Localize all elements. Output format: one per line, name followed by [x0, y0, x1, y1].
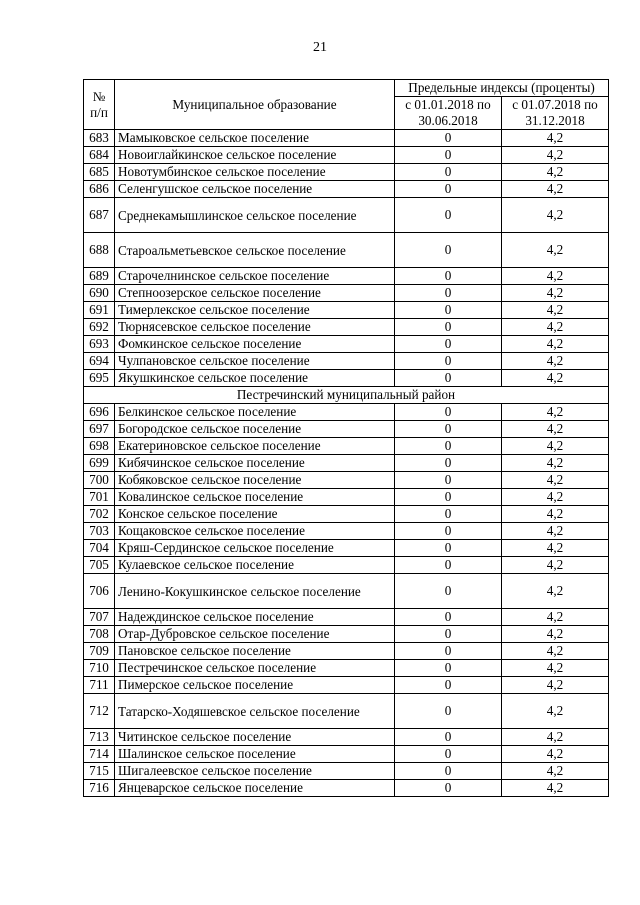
index-period-2: 4,2	[502, 319, 609, 336]
index-period-1: 0	[395, 609, 502, 626]
index-period-2: 4,2	[502, 404, 609, 421]
table-header-row	[84, 80, 609, 97]
row-number: 687	[84, 198, 115, 233]
row-number: 704	[84, 540, 115, 557]
table-row	[84, 523, 609, 540]
table-row	[84, 319, 609, 336]
table-body	[84, 130, 609, 797]
index-period-1: 0	[395, 404, 502, 421]
municipality-name: Шалинское сельское поселение	[115, 746, 395, 763]
index-period-1: 0	[395, 694, 502, 729]
municipality-name: Кибячинское сельское поселение	[115, 455, 395, 472]
municipality-name: Кулаевское сельское поселение	[115, 557, 395, 574]
municipality-name: Чулпановское сельское поселение	[115, 353, 395, 370]
row-number: 690	[84, 285, 115, 302]
table-row	[84, 694, 609, 729]
row-number: 689	[84, 268, 115, 285]
table-row	[84, 370, 609, 387]
table-row	[84, 574, 609, 609]
index-period-2: 4,2	[502, 268, 609, 285]
index-period-1: 0	[395, 763, 502, 780]
index-period-2: 4,2	[502, 523, 609, 540]
index-period-2: 4,2	[502, 285, 609, 302]
index-period-1: 0	[395, 319, 502, 336]
index-period-2: 4,2	[502, 729, 609, 746]
index-period-1: 0	[395, 626, 502, 643]
limit-indices-table	[83, 79, 609, 797]
row-number: 691	[84, 302, 115, 319]
header-period-2: с 01.07.2018 по 31.12.2018	[502, 97, 609, 130]
municipality-name: Селенгушское сельское поселение	[115, 181, 395, 198]
header-limit-indices: Предельные индексы (проценты)	[395, 80, 609, 97]
table-row	[84, 198, 609, 233]
municipality-name: Тимерлекское сельское поселение	[115, 302, 395, 319]
municipality-name: Фомкинское сельское поселение	[115, 336, 395, 353]
table-row	[84, 746, 609, 763]
municipality-name: Кобяковское сельское поселение	[115, 472, 395, 489]
table-row	[84, 336, 609, 353]
index-period-2: 4,2	[502, 780, 609, 797]
index-period-2: 4,2	[502, 763, 609, 780]
table-row	[84, 729, 609, 746]
index-period-2: 4,2	[502, 489, 609, 506]
municipality-name: Староальметьевское сельское поселение	[115, 233, 395, 268]
row-number: 702	[84, 506, 115, 523]
row-number: 694	[84, 353, 115, 370]
index-period-1: 0	[395, 677, 502, 694]
table-row	[84, 626, 609, 643]
index-period-2: 4,2	[502, 336, 609, 353]
row-number: 714	[84, 746, 115, 763]
table-row	[84, 489, 609, 506]
index-period-1: 0	[395, 643, 502, 660]
table-row	[84, 660, 609, 677]
index-period-2: 4,2	[502, 626, 609, 643]
table-row	[84, 147, 609, 164]
table-row	[84, 438, 609, 455]
index-period-2: 4,2	[502, 353, 609, 370]
index-period-1: 0	[395, 540, 502, 557]
index-period-2: 4,2	[502, 609, 609, 626]
municipality-name: Пановское сельское поселение	[115, 643, 395, 660]
row-number: 712	[84, 694, 115, 729]
index-period-2: 4,2	[502, 181, 609, 198]
municipality-name: Янцеварское сельское поселение	[115, 780, 395, 797]
row-number: 683	[84, 130, 115, 147]
municipality-name: Новотумбинское сельское поселение	[115, 164, 395, 181]
row-number: 695	[84, 370, 115, 387]
municipality-name: Читинское сельское поселение	[115, 729, 395, 746]
table-row	[84, 643, 609, 660]
table-row	[84, 421, 609, 438]
row-number: 699	[84, 455, 115, 472]
municipality-name: Степноозерское сельское поселение	[115, 285, 395, 302]
row-number: 703	[84, 523, 115, 540]
section-title: Пестречинский муниципальный район	[84, 387, 609, 404]
header-municipality: Муниципальное образование	[115, 80, 395, 130]
row-number: 693	[84, 336, 115, 353]
index-period-1: 0	[395, 370, 502, 387]
row-number: 684	[84, 147, 115, 164]
municipality-name: Ковалинское сельское поселение	[115, 489, 395, 506]
table-row	[84, 181, 609, 198]
row-number: 711	[84, 677, 115, 694]
index-period-1: 0	[395, 729, 502, 746]
index-period-1: 0	[395, 268, 502, 285]
row-number: 700	[84, 472, 115, 489]
row-number: 697	[84, 421, 115, 438]
index-period-2: 4,2	[502, 164, 609, 181]
row-number: 709	[84, 643, 115, 660]
municipality-name: Мамыковское сельское поселение	[115, 130, 395, 147]
index-period-2: 4,2	[502, 130, 609, 147]
row-number: 692	[84, 319, 115, 336]
index-period-1: 0	[395, 353, 502, 370]
index-period-2: 4,2	[502, 455, 609, 472]
table-row	[84, 285, 609, 302]
row-number: 686	[84, 181, 115, 198]
row-number: 716	[84, 780, 115, 797]
table-row	[84, 233, 609, 268]
municipality-name: Пимерское сельское поселение	[115, 677, 395, 694]
header-num: № п/п	[84, 80, 115, 130]
index-period-1: 0	[395, 523, 502, 540]
municipality-name: Кряш-Сердинское сельское поселение	[115, 540, 395, 557]
municipality-name: Екатериновское сельское поселение	[115, 438, 395, 455]
table-row	[84, 677, 609, 694]
index-period-1: 0	[395, 421, 502, 438]
index-period-1: 0	[395, 181, 502, 198]
municipality-name: Кощаковское сельское поселение	[115, 523, 395, 540]
row-number: 688	[84, 233, 115, 268]
table-row	[84, 302, 609, 319]
index-period-2: 4,2	[502, 506, 609, 523]
municipality-name: Якушкинское сельское поселение	[115, 370, 395, 387]
row-number: 696	[84, 404, 115, 421]
row-number: 715	[84, 763, 115, 780]
page-number: 21	[313, 40, 327, 55]
table-row	[84, 540, 609, 557]
municipality-name: Отар-Дубровское сельское поселение	[115, 626, 395, 643]
index-period-2: 4,2	[502, 198, 609, 233]
table-row	[84, 763, 609, 780]
row-number: 708	[84, 626, 115, 643]
index-period-1: 0	[395, 164, 502, 181]
table-row	[84, 404, 609, 421]
index-period-1: 0	[395, 660, 502, 677]
table-row	[84, 268, 609, 285]
index-period-1: 0	[395, 472, 502, 489]
index-period-2: 4,2	[502, 677, 609, 694]
row-number: 713	[84, 729, 115, 746]
index-period-1: 0	[395, 233, 502, 268]
table-row	[84, 130, 609, 147]
row-number: 685	[84, 164, 115, 181]
index-period-2: 4,2	[502, 540, 609, 557]
table-row	[84, 780, 609, 797]
index-period-2: 4,2	[502, 660, 609, 677]
row-number: 707	[84, 609, 115, 626]
municipality-name: Конское сельское поселение	[115, 506, 395, 523]
index-period-1: 0	[395, 336, 502, 353]
municipality-name: Пестречинское сельское поселение	[115, 660, 395, 677]
index-period-1: 0	[395, 147, 502, 164]
table-row	[84, 164, 609, 181]
index-period-2: 4,2	[502, 421, 609, 438]
municipality-name: Шигалеевское сельское поселение	[115, 763, 395, 780]
index-period-2: 4,2	[502, 370, 609, 387]
table-row	[84, 506, 609, 523]
index-period-2: 4,2	[502, 574, 609, 609]
index-period-1: 0	[395, 130, 502, 147]
municipality-name: Среднекамышлинское сельское поселение	[115, 198, 395, 233]
section-row	[84, 387, 609, 404]
municipality-name: Старочелнинское сельское поселение	[115, 268, 395, 285]
index-period-1: 0	[395, 506, 502, 523]
index-period-2: 4,2	[502, 302, 609, 319]
municipality-name: Белкинское сельское поселение	[115, 404, 395, 421]
municipality-name: Ленино-Кокушкинское сельское поселение	[115, 574, 395, 609]
municipality-name: Новоиглайкинское сельское поселение	[115, 147, 395, 164]
row-number: 701	[84, 489, 115, 506]
index-period-1: 0	[395, 746, 502, 763]
index-period-2: 4,2	[502, 472, 609, 489]
index-period-2: 4,2	[502, 746, 609, 763]
municipality-name: Татарско-Ходяшевское сельское поселение	[115, 694, 395, 729]
index-period-1: 0	[395, 557, 502, 574]
table-row	[84, 557, 609, 574]
table-row	[84, 609, 609, 626]
index-period-2: 4,2	[502, 147, 609, 164]
index-period-1: 0	[395, 455, 502, 472]
index-period-2: 4,2	[502, 694, 609, 729]
row-number: 710	[84, 660, 115, 677]
index-period-1: 0	[395, 302, 502, 319]
index-period-1: 0	[395, 489, 502, 506]
municipality-name: Богородское сельское поселение	[115, 421, 395, 438]
table-row	[84, 455, 609, 472]
index-period-2: 4,2	[502, 557, 609, 574]
header-period-1: с 01.01.2018 по 30.06.2018	[395, 97, 502, 130]
index-period-2: 4,2	[502, 438, 609, 455]
table-row	[84, 353, 609, 370]
index-period-2: 4,2	[502, 233, 609, 268]
index-period-1: 0	[395, 574, 502, 609]
index-period-1: 0	[395, 198, 502, 233]
index-period-1: 0	[395, 780, 502, 797]
municipality-name: Надеждинское сельское поселение	[115, 609, 395, 626]
row-number: 706	[84, 574, 115, 609]
row-number: 705	[84, 557, 115, 574]
municipality-name: Тюрнясевское сельское поселение	[115, 319, 395, 336]
index-period-1: 0	[395, 285, 502, 302]
index-period-2: 4,2	[502, 643, 609, 660]
row-number: 698	[84, 438, 115, 455]
index-period-1: 0	[395, 438, 502, 455]
table-row	[84, 472, 609, 489]
